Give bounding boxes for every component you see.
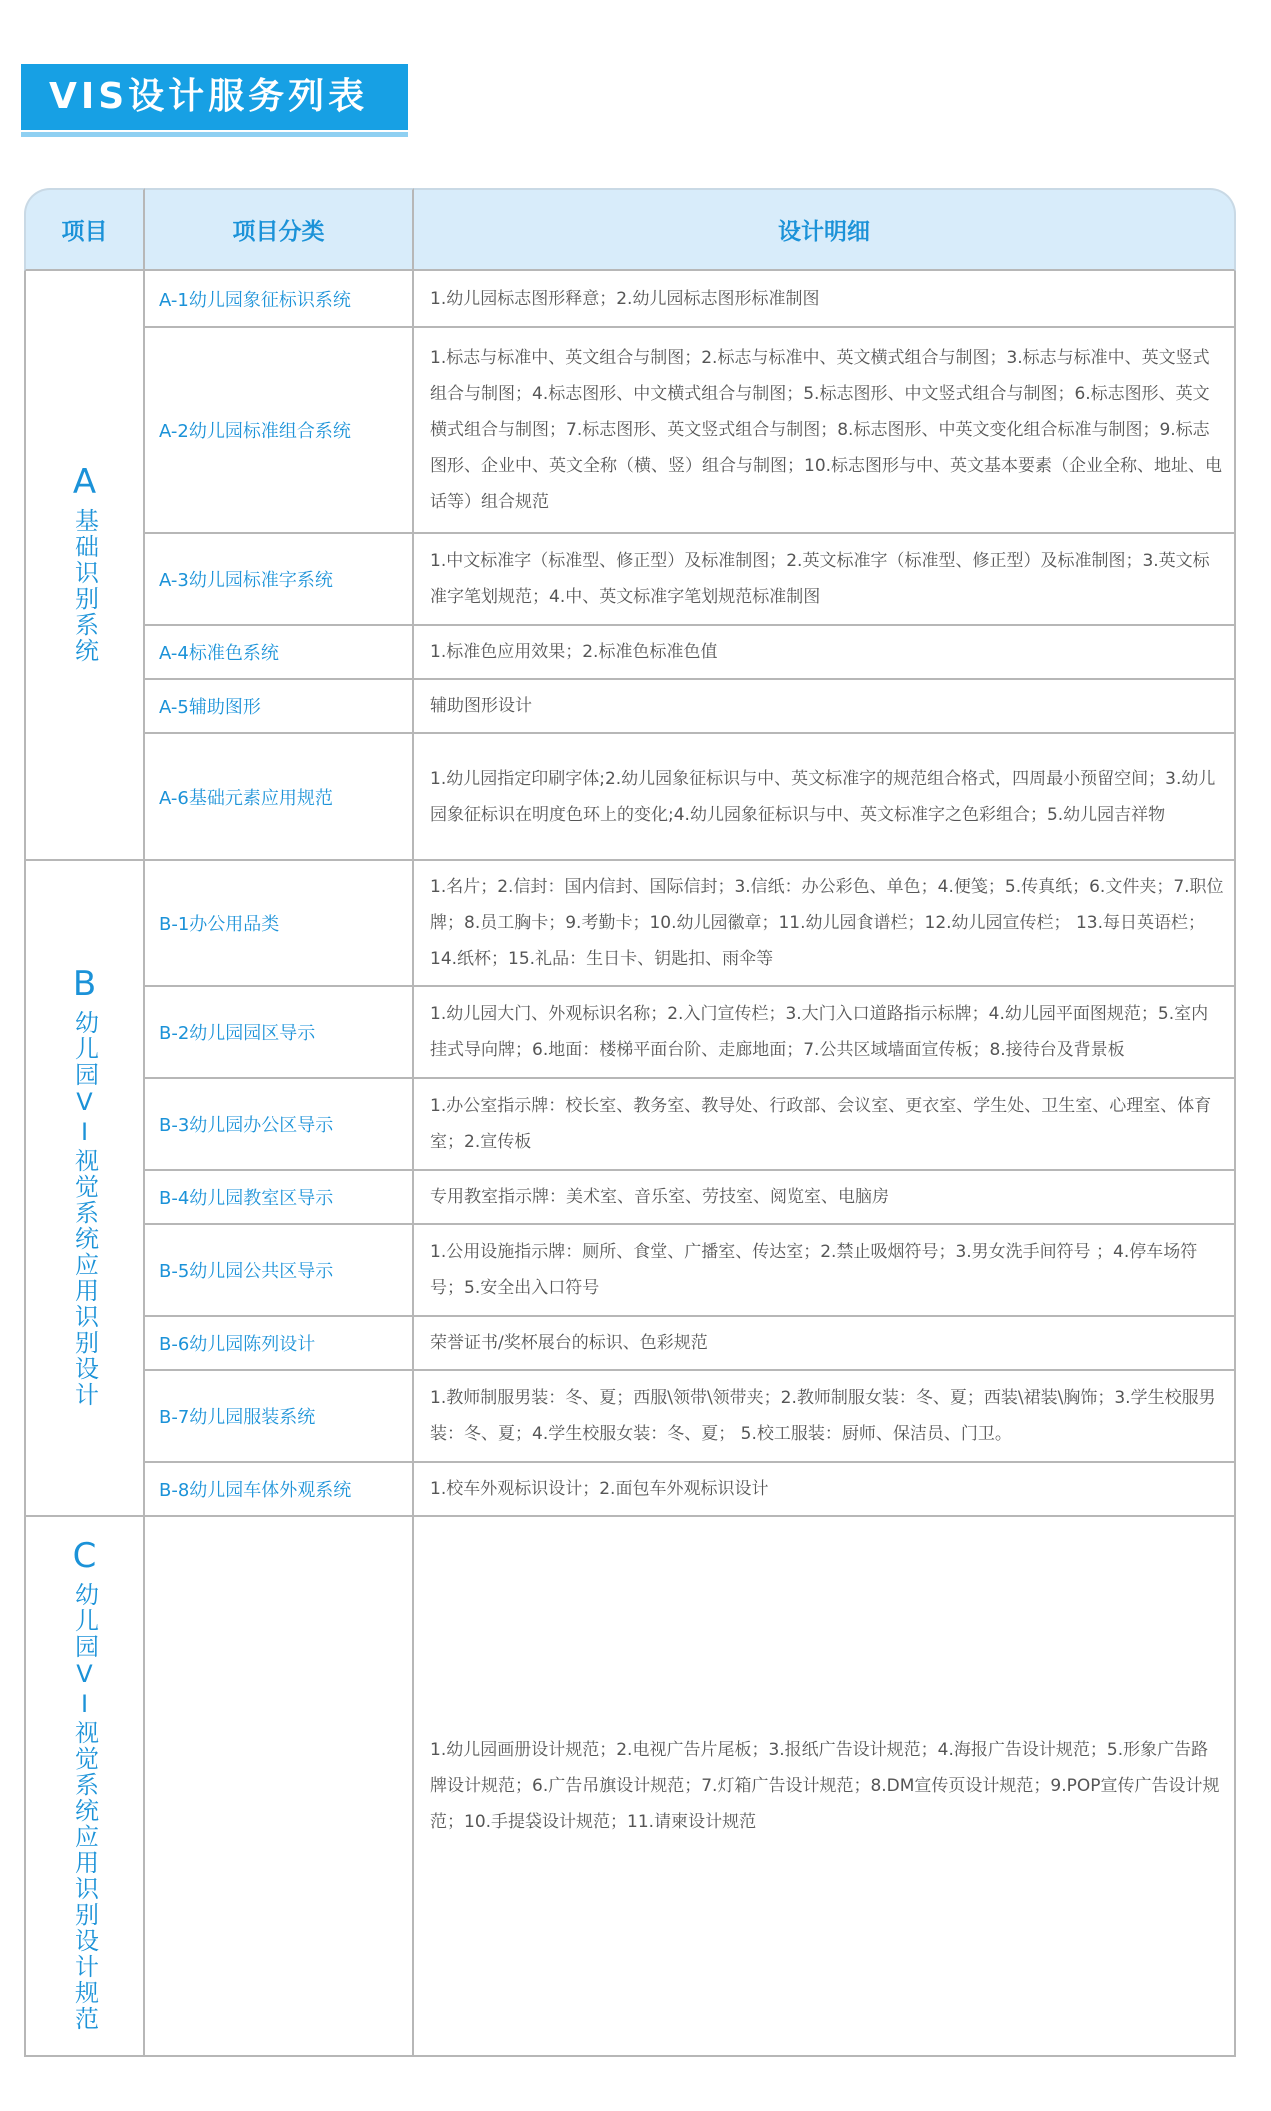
group-name: 基础识别系统 bbox=[70, 507, 99, 664]
category-cell: B-4幼儿园教室区导示 bbox=[145, 1171, 414, 1225]
title-underline bbox=[21, 132, 408, 137]
category-cell: A-5辅助图形 bbox=[145, 680, 414, 734]
category-cell bbox=[145, 1517, 414, 2057]
group-b-cell bbox=[24, 861, 145, 1517]
category-cell: B-3幼儿园办公区导示 bbox=[145, 1079, 414, 1171]
table-row bbox=[24, 1517, 1236, 2057]
detail-cell: 1.公用设施指示牌：厕所、食堂、广播室、传达室；2.禁止吸烟符号；3.男女洗手间符号 ；4.停车场符号；5.安全出入口符号 bbox=[414, 1225, 1236, 1317]
detail-cell: 荣誉证书/奖杯展台的标识、色彩规范 bbox=[414, 1317, 1236, 1371]
table-row bbox=[24, 1079, 1236, 1171]
table-row bbox=[24, 861, 1236, 987]
detail-cell: 1.办公室指示牌：校长室、教务室、教导处、行政部、会议室、更衣室、学生处、卫生室、心理室、体育室；2.宣传板 bbox=[414, 1079, 1236, 1171]
category-cell: A-2幼儿园标准组合系统 bbox=[145, 328, 414, 534]
category-cell: A-1幼儿园象征标识系统 bbox=[145, 271, 414, 328]
table-row bbox=[24, 1225, 1236, 1317]
table-row bbox=[24, 1317, 1236, 1371]
service-table bbox=[24, 188, 1236, 2057]
group-a-cell bbox=[24, 271, 145, 861]
category-cell: B-7幼儿园服装系统 bbox=[145, 1371, 414, 1463]
category-cell: B-8幼儿园车体外观系统 bbox=[145, 1463, 414, 1517]
category-cell: B-5幼儿园公共区导示 bbox=[145, 1225, 414, 1317]
category-cell: A-4标准色系统 bbox=[145, 626, 414, 680]
table-row bbox=[24, 1371, 1236, 1463]
detail-cell: 辅助图形设计 bbox=[414, 680, 1236, 734]
detail-cell: 1.中文标准字（标准型、修正型）及标准制图；2.英文标准字（标准型、修正型）及标准制图；3.英文标准字笔划规范；4.中、英文标准字笔划规范标准制图 bbox=[414, 534, 1236, 626]
table-row bbox=[24, 1463, 1236, 1517]
group-name: 幼儿园VI视觉系统应用识别设计 bbox=[70, 1009, 99, 1408]
table-row bbox=[24, 1171, 1236, 1225]
detail-cell: 1.幼儿园标志图形释意；2.幼儿园标志图形标准制图 bbox=[414, 271, 1236, 328]
category-cell: B-2幼儿园园区导示 bbox=[145, 987, 414, 1079]
header-category: 项目分类 bbox=[145, 188, 414, 271]
table-row bbox=[24, 534, 1236, 626]
detail-cell: 1.幼儿园画册设计规范；2.电视广告片尾板；3.报纸广告设计规范；4.海报广告设计规范；5.形象广告路牌设计规范；6.广告吊旗设计规范；7.灯箱广告设计规范；8.DM宣传页设计规范；9.POP宣传广告设计规范；10.手提袋设计规范；11.请柬设计规范 bbox=[414, 1517, 1236, 2057]
detail-cell: 1.标准色应用效果；2.标准色标准色值 bbox=[414, 626, 1236, 680]
table-row bbox=[24, 734, 1236, 861]
header-row bbox=[24, 188, 1236, 271]
detail-cell: 1.校车外观标识设计；2.面包车外观标识设计 bbox=[414, 1463, 1236, 1517]
category-cell: A-6基础元素应用规范 bbox=[145, 734, 414, 861]
group-letter: C bbox=[72, 1535, 97, 1576]
table-row bbox=[24, 328, 1236, 534]
table-row bbox=[24, 271, 1236, 328]
table-row bbox=[24, 626, 1236, 680]
detail-cell: 1.幼儿园大门、外观标识名称；2.入门宣传栏；3.大门入口道路指示标牌；4.幼儿园平面图规范；5.室内挂式导向牌；6.地面：楼梯平面台阶、走廊地面；7.公共区域墙面宣传板；8.接待台及背景板 bbox=[414, 987, 1236, 1079]
group-letter: B bbox=[72, 963, 97, 1004]
group-letter: A bbox=[72, 461, 97, 502]
category-cell: B-1办公用品类 bbox=[145, 861, 414, 987]
header-item: 项目 bbox=[24, 188, 145, 271]
detail-cell: 1.名片；2.信封：国内信封、国际信封；3.信纸：办公彩色、单色；4.便笺；5.传真纸；6.文件夹；7.职位牌；8.员工胸卡；9.考勤卡；10.幼儿园徽章；11.幼儿园食谱栏；12.幼儿园宣传栏； 13.每日英语栏；14.纸杯；15.礼品：生日卡、钥匙扣、雨伞等 bbox=[414, 861, 1236, 987]
title-banner bbox=[21, 64, 408, 137]
group-name: 幼儿园VI视觉系统应用识别设计规范 bbox=[70, 1581, 99, 2032]
page-title: VIS设计服务列表 bbox=[21, 64, 408, 130]
table-row bbox=[24, 680, 1236, 734]
category-cell: B-6幼儿园陈列设计 bbox=[145, 1317, 414, 1371]
detail-cell: 专用教室指示牌：美术室、音乐室、劳技室、阅览室、电脑房 bbox=[414, 1171, 1236, 1225]
detail-cell: 1.幼儿园指定印刷字体;2.幼儿园象征标识与中、英文标准字的规范组合格式，四周最小预留空间；3.幼儿园象征标识在明度色环上的变化;4.幼儿园象征标识与中、英文标准字之色彩组合；5.幼儿园吉祥物 bbox=[414, 734, 1236, 861]
detail-cell: 1.标志与标准中、英文组合与制图；2.标志与标准中、英文横式组合与制图；3.标志与标准中、英文竖式组合与制图；4.标志图形、中文横式组合与制图；5.标志图形、中文竖式组合与制图；6.标志图形、英文横式组合与制图；7.标志图形、英文竖式组合与制图；8.标志图形、中英文变化组合标准与制图；9.标志图形、企业中、英文全称（横、竖）组合与制图；10.标志图形与中、英文基本要素（企业全称、地址、电话等）组合规范 bbox=[414, 328, 1236, 534]
detail-cell: 1.教师制服男装：冬、夏；西服\领带\领带夹；2.教师制服女装：冬、夏；西装\裙装\胸饰；3.学生校服男装：冬、夏；4.学生校服女装：冬、夏； 5.校工服装：厨师、保洁员、门卫。 bbox=[414, 1371, 1236, 1463]
category-cell: A-3幼儿园标准字系统 bbox=[145, 534, 414, 626]
table-row bbox=[24, 987, 1236, 1079]
header-detail: 设计明细 bbox=[414, 188, 1236, 271]
group-c-cell bbox=[24, 1517, 145, 2057]
